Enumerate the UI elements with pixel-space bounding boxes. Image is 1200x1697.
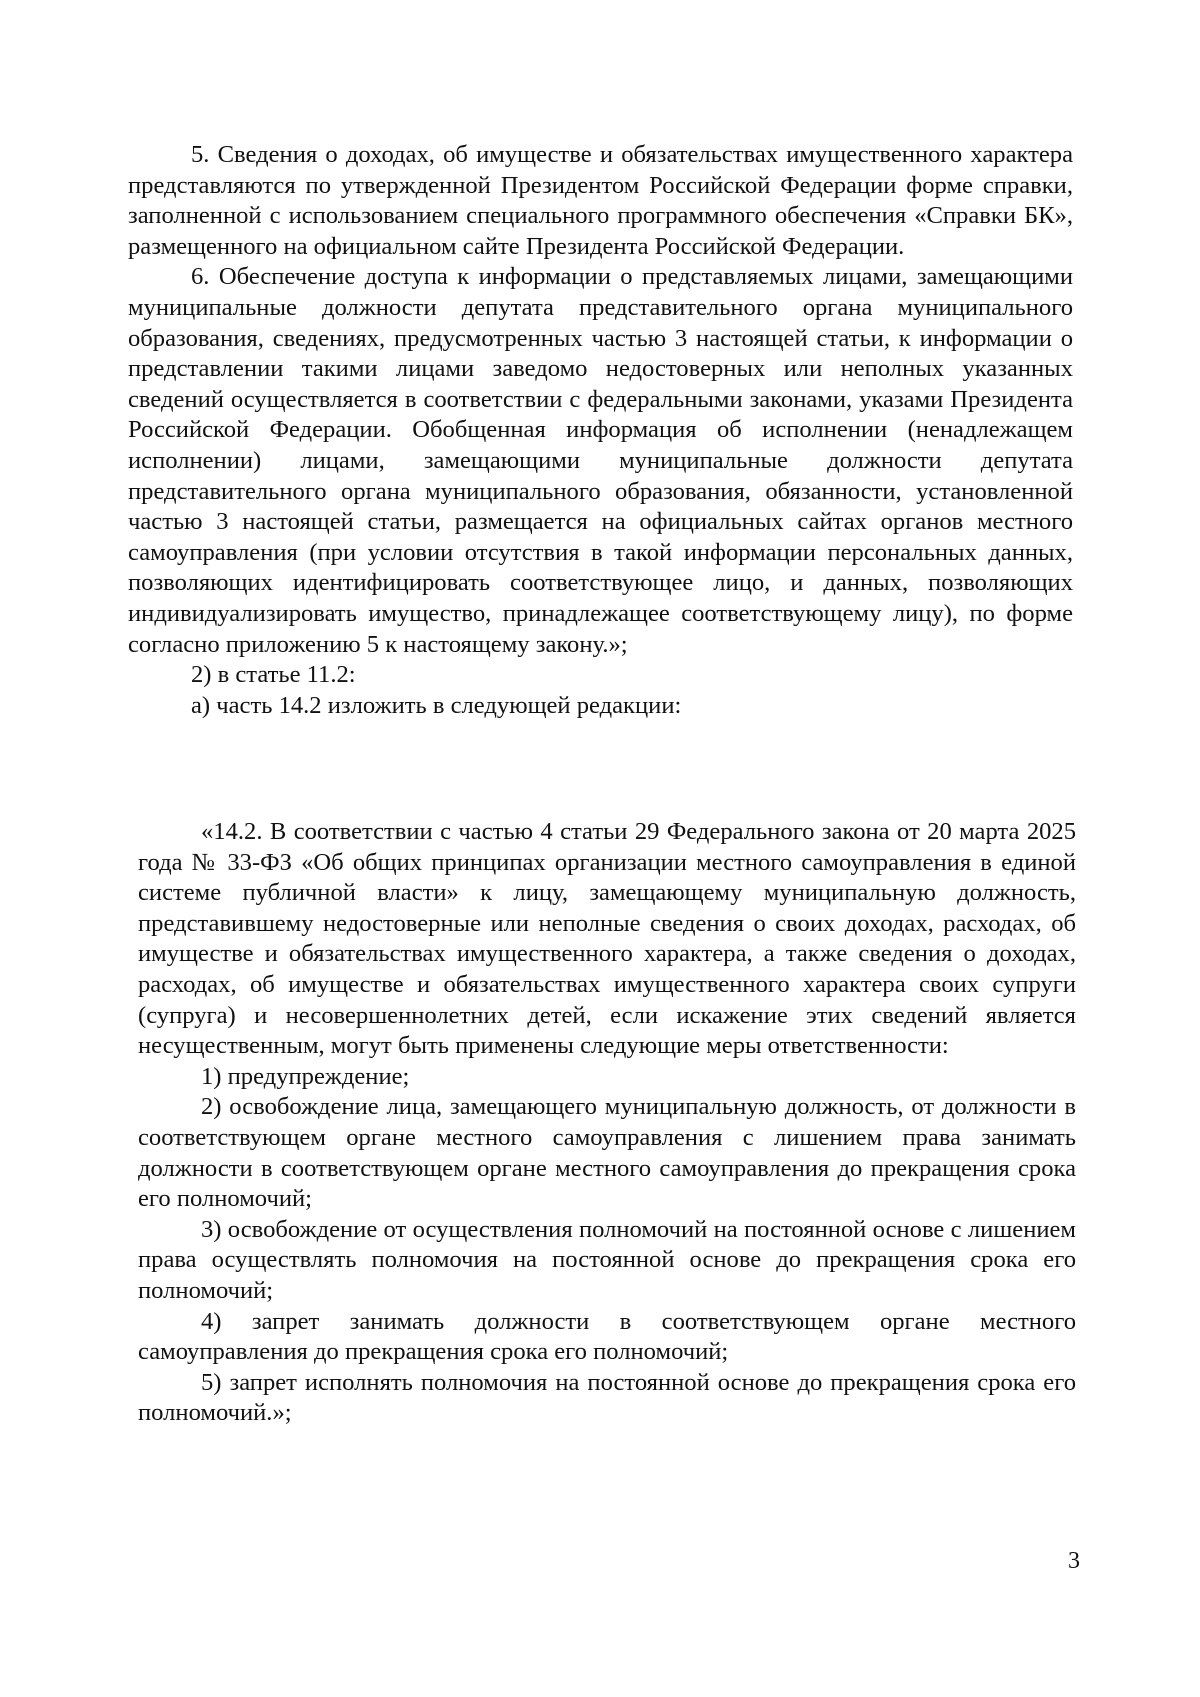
paragraph-item-5: 5. Сведения о доходах, об имуществе и обязательствах имущественного характера представляются по утвержденной Президентом Российской Федерации форме справки, заполненной с использованием специального программного обеспечения «Справки БК», размещенного на официальном сайте Президента Российской Федерации. <box>128 141 1073 260</box>
text-block-upper <box>128 140 1073 721</box>
paragraph-part-14-2: «14.2. В соответствии с частью 4 статьи 29 Федерального закона от 20 марта 2025 года № 33-ФЗ «Об общих принципах организации местного самоуправления в единой системе публичной власти» к лицу, замещающему муниципальную должность, представившему недостоверные или неполные сведения о своих доходах, расходах, об имуществе и обязательствах имущественного характера, а также сведения о доходах, расходах, об имуществе и обязательствах имущественного характера своих супруги (супруга) и несовершеннолетних детей, если искажение этих сведений является несущественным, могут быть применены следующие меры ответственности: <box>138 818 1076 1060</box>
page-number: 3 <box>1068 1548 1080 1574</box>
paragraph-item-6: 6. Обеспечение доступа к информации о представляемых лицами, замещающими муниципальные должности депутата представительного органа муниципального образования, сведениях, предусмотренных частью 3 настоящей статьи, к информации о представлении такими лицами заведомо недостоверных или неполных указанных сведений осуществляется в соответствии с федеральными законами, указами Президента Российской Федерации. Обобщенная информация об исполнении (ненадлежащем исполнении) лицами, замещающими муниципальные должности депутата представительного органа муниципального образования, обязанности, установленной частью 3 настоящей статьи, размещается на официальных сайтах органов местного самоуправления (при условии отсутствия в такой информации персональных данных, позволяющих идентифицировать соответствующее лицо, и данных, позволяющих индивидуализировать имущество, принадлежащее соответствующему лицу), по форме согласно приложению 5 к настоящему закону.»; <box>128 263 1073 658</box>
paragraph-article-11-2: 2) в статье 11.2: <box>191 661 356 689</box>
paragraph-part-14-2-intro: а) часть 14.2 изложить в следующей редакции: <box>191 691 682 719</box>
list-item-3: 3) освобождение от осуществления полномочий на постоянной основе с лишением права осуществлять полномочия на постоянной основе до прекращения срока его полномочий; <box>138 1215 1076 1304</box>
list-item-4: 4) запрет занимать должности в соответствующем органе местного самоуправления до прекращения срока его полномочий; <box>138 1307 1076 1366</box>
list-item-2: 2) освобождение лица, замещающего муниципальную должность, от должности в соответствующем органе местного самоуправления с лишением права занимать должности в соответствующем органе местного самоуправления до прекращения срока его полномочий; <box>138 1093 1076 1213</box>
text-block-lower <box>138 817 1076 1429</box>
list-item-5: 5) запрет исполнять полномочия на постоянной основе до прекращения срока его полномочий.»; <box>138 1368 1076 1427</box>
list-item-1: 1) предупреждение; <box>201 1062 410 1090</box>
